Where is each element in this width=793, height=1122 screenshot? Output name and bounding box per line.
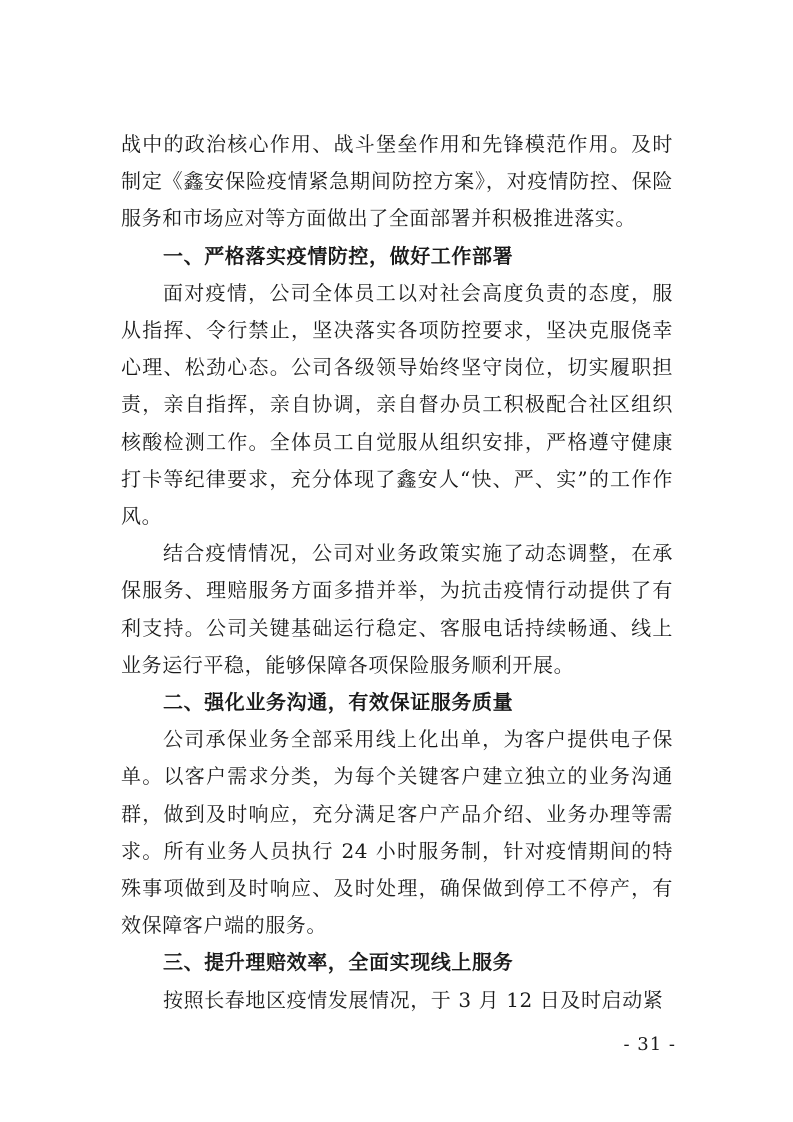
page-number: - 31 - [623, 1034, 676, 1055]
section-heading-3: 三、提升理赔效率，全面实现线上服务 [163, 950, 514, 975]
paragraph-intro: 战中的政治核心作用、战斗堡垒作用和先锋模范作用。及时制定《鑫安保险疫情紧急期间防控方案》，对疫情防控、保险服务和市场应对等方面做出了全面部署并积极推进落实。 [121, 132, 673, 231]
body-text [121, 126, 673, 1019]
section-heading-2: 二、强化业务沟通，有效保证服务质量 [163, 690, 514, 715]
paragraph-online-underwriting: 公司承保业务全部采用线上化出单，为客户提供电子保单。以客户需求分类，为每个关键客户建立独立的业务沟通群，做到及时响应，充分满足客户产品介绍、业务办理等需求。所有业务人员执行 24 小时服务制，针对疫情期间的特殊事项做到及时响应、及时处理，确保做到停工不停产，有效保障客户端的服务。 [121, 727, 673, 938]
paragraph-epidemic-control: 面对疫情，公司全体员工以对社会高度负责的态度，服从指挥、令行禁止，坚决落实各项防控要求，坚决克服侥幸心理、松劲心态。公司各级领导始终坚守岗位，切实履职担责，亲自指挥，亲自协调，亲自督办员工积极配合社区组织核酸检测工作。全体员工自觉服从组织安排，严格遵守健康打卡等纪律要求，充分体现了鑫安人“快、严、实”的工作作风。 [121, 280, 673, 529]
paragraph-claims-start: 按照长春地区疫情发展情况，于 3 月 12 日及时启动紧 [163, 987, 664, 1012]
paragraph-policy-adjustment: 结合疫情情况，公司对业务政策实施了动态调整，在承保服务、理赔服务方面多措并举，为抗击疫情行动提供了有利支持。公司关键基础运行稳定、客服电话持续畅通、线上业务运行平稳，能够保障各项保险服务顺利开展。 [121, 541, 673, 677]
section-heading-1: 一、严格落实疫情防控，做好工作部署 [163, 243, 514, 268]
